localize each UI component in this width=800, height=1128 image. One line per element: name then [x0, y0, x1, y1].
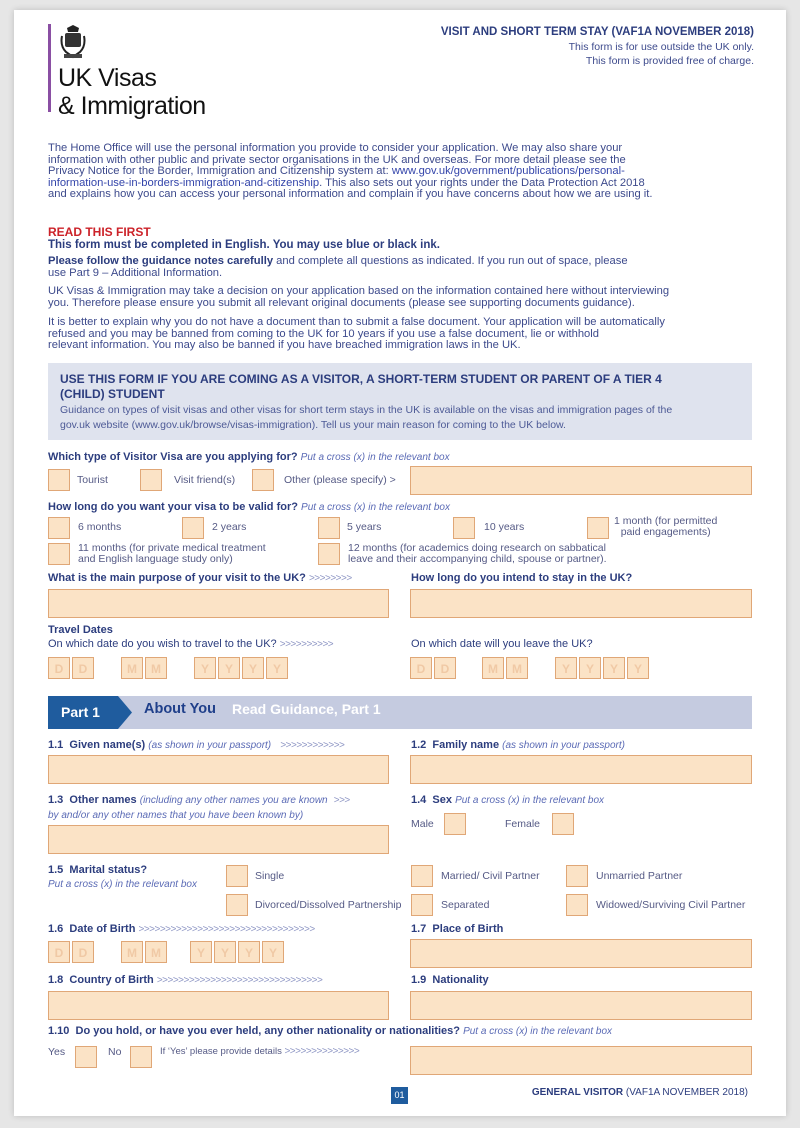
- year-digit[interactable]: Y: [555, 657, 577, 679]
- page-number: 01: [391, 1087, 408, 1104]
- marital-separated-label: Separated: [441, 899, 490, 911]
- form-note-outside-uk: This form is for use outside the UK only.: [568, 41, 754, 53]
- validity-10-years-label: 10 years: [484, 521, 525, 533]
- brand-name-line2: & Immigration: [58, 92, 206, 120]
- year-digit[interactable]: Y: [266, 657, 288, 679]
- year-digit[interactable]: Y: [242, 657, 264, 679]
- place-of-birth-field[interactable]: [410, 939, 752, 968]
- validity-12-months-label: 12 months (for academics doing research on sabbatical leave and their accompanying child, spouse or partner).: [348, 542, 607, 565]
- year-digit[interactable]: Y: [579, 657, 601, 679]
- decision-notice: UK Visas & Immigration may take a decision on your application based on the information contained here without interviewing you. Therefore please ensure you submit all relevant original documents (please see supporting documents guidance).: [48, 285, 670, 309]
- visa-type-tourist-label: Tourist: [77, 474, 108, 486]
- other-nationality-no-label: No: [108, 1046, 122, 1058]
- usage-banner: [48, 363, 752, 440]
- marital-divorced-checkbox[interactable]: [226, 894, 248, 916]
- brand-rule: [48, 24, 51, 112]
- validity-11-months-checkbox[interactable]: [48, 543, 70, 565]
- marital-widowed-label: Widowed/Surviving Civil Partner: [596, 899, 746, 911]
- visa-type-other-label: Other (please specify) >: [284, 474, 396, 486]
- other-nationality-details-field[interactable]: [410, 1046, 752, 1075]
- country-of-birth-label: 1.8 Country of Birth >>>>>>>>>>>>>>>>>>>>>>>>>>>>>>>: [48, 974, 323, 986]
- year-digit[interactable]: Y: [238, 941, 260, 963]
- part1-title: About You: [144, 701, 216, 717]
- form-note-free: This form is provided free of charge.: [585, 55, 754, 67]
- other-nationality-yes-checkbox[interactable]: [75, 1046, 97, 1068]
- year-digit[interactable]: Y: [627, 657, 649, 679]
- nationality-field[interactable]: [410, 991, 752, 1020]
- validity-12-months-checkbox[interactable]: [318, 543, 340, 565]
- intro-line: and explains how you can access your personal information and complain if you have concerns about how we are using it.: [48, 188, 653, 201]
- guidance-instruction: Please follow the guidance notes carefully and complete all questions as indicated. If you run out of space, please use Part 9 – Additional Information.: [48, 255, 628, 279]
- crest-icon: [60, 24, 86, 60]
- sex-label: 1.4 Sex Put a cross (x) in the relevant box: [411, 794, 605, 806]
- sex-male-checkbox[interactable]: [444, 813, 466, 835]
- marital-single-label: Single: [255, 870, 285, 882]
- sex-male-label: Male: [411, 818, 434, 830]
- visa-type-other-checkbox[interactable]: [252, 469, 274, 491]
- form-title: VISIT AND SHORT TERM STAY (VAF1A NOVEMBER 2018): [440, 26, 754, 38]
- privacy-intro: [48, 143, 760, 201]
- year-digit[interactable]: Y: [194, 657, 216, 679]
- place-of-birth-label: 1.7 Place of Birth: [411, 923, 504, 935]
- month-digit[interactable]: M: [145, 941, 167, 963]
- marital-married-checkbox[interactable]: [411, 865, 433, 887]
- validity-1-month-label: 1 month (for permitted paid engagements): [614, 515, 718, 538]
- read-first-heading: READ THIS FIRST: [48, 225, 151, 239]
- purpose-field[interactable]: [48, 589, 389, 618]
- other-names-label: 1.3 Other names (including any other names you are known >>>: [48, 794, 350, 806]
- banner-title-cont: (CHILD) STUDENT: [60, 387, 165, 401]
- intro-line: information-use-in-borders-immigration-and-citizenship. This also sets out your rights under the Data Protection Act 2018: [48, 176, 645, 189]
- visa-type-question: Which type of Visitor Visa are you applying for? Put a cross (x) in the relevant box: [48, 451, 450, 463]
- month-digit[interactable]: M: [506, 657, 528, 679]
- form-page: [14, 10, 786, 1116]
- day-digit[interactable]: D: [434, 657, 456, 679]
- validity-11-months-label: 11 months (for private medical treatment and English language study only): [78, 542, 266, 565]
- marital-single-checkbox[interactable]: [226, 865, 248, 887]
- validity-2-years-checkbox[interactable]: [182, 517, 204, 539]
- leave-date-question: On which date will you leave the UK?: [411, 638, 593, 650]
- year-digit[interactable]: Y: [603, 657, 625, 679]
- marital-status-hint: Put a cross (x) in the relevant box: [48, 879, 197, 890]
- validity-5-years-checkbox[interactable]: [318, 517, 340, 539]
- date-of-birth-label: 1.6 Date of Birth >>>>>>>>>>>>>>>>>>>>>>>>>>>>>>>>>: [48, 923, 315, 935]
- stay-duration-question: How long do you intend to stay in the UK?: [411, 572, 633, 584]
- part1-tab: [48, 696, 132, 729]
- visa-type-friends-checkbox[interactable]: [140, 469, 162, 491]
- other-nationality-no-checkbox[interactable]: [130, 1046, 152, 1068]
- marital-unmarried-checkbox[interactable]: [566, 865, 588, 887]
- year-digit[interactable]: Y: [218, 657, 240, 679]
- other-nationality-yes-label: Yes: [48, 1046, 66, 1058]
- purpose-question: What is the main purpose of your visit to the UK? >>>>>>>>: [48, 572, 352, 584]
- visa-type-tourist-checkbox[interactable]: [48, 469, 70, 491]
- given-names-field[interactable]: [48, 755, 389, 784]
- day-digit[interactable]: D: [48, 657, 70, 679]
- month-digit[interactable]: M: [121, 657, 143, 679]
- validity-question: How long do you want your visa to be valid for? Put a cross (x) in the relevant box: [48, 501, 450, 513]
- other-nationality-details-label: If ‘Yes’ please provide details >>>>>>>>>>>>>>: [160, 1046, 360, 1057]
- marital-separated-checkbox[interactable]: [411, 894, 433, 916]
- intro-line: The Home Office will use the personal information you provide to consider your application. We may also share your: [48, 142, 623, 154]
- day-digit[interactable]: D: [72, 941, 94, 963]
- stay-duration-field[interactable]: [410, 589, 752, 618]
- month-digit[interactable]: M: [121, 941, 143, 963]
- given-names-label: 1.1 Given name(s) (as shown in your passport) >>>>>>>>>>>>: [48, 739, 345, 751]
- validity-10-years-checkbox[interactable]: [453, 517, 475, 539]
- marital-unmarried-label: Unmarried Partner: [596, 870, 683, 882]
- sex-female-label: Female: [505, 818, 541, 830]
- day-digit[interactable]: D: [410, 657, 432, 679]
- banner-text-cont: gov.uk website (www.gov.uk/browse/visas-immigration). Tell us your main reason for coming to the UK below.: [60, 419, 566, 431]
- year-digit[interactable]: Y: [190, 941, 212, 963]
- privacy-link-cont[interactable]: information-use-in-borders-immigration-and-citizenship: [48, 176, 320, 189]
- validity-6-months-label: 6 months: [78, 521, 122, 533]
- validity-6-months-checkbox[interactable]: [48, 517, 70, 539]
- visa-type-other-field[interactable]: [410, 466, 752, 495]
- nationality-label: 1.9 Nationality: [411, 974, 489, 986]
- travel-dates-heading: Travel Dates: [48, 624, 113, 636]
- other-nationality-question: 1.10 Do you hold, or have you ever held, any other nationality or nationalities? Put a cross (x) in the relevant box: [48, 1025, 613, 1037]
- privacy-link[interactable]: www.gov.uk/government/publications/personal-: [391, 165, 625, 178]
- marital-widowed-checkbox[interactable]: [566, 894, 588, 916]
- false-document-warning: It is better to explain why you do not have a document than to submit a false document. Your application will be automatically refused and you may be banned from coming to the UK for 10 years if you use a false document, lie or withhold relevant information. You may also be banned if you have breached immigration laws in the UK.: [48, 316, 665, 352]
- month-digit[interactable]: M: [145, 657, 167, 679]
- day-digit[interactable]: D: [72, 657, 94, 679]
- brand-name-line1: UK Visas: [58, 64, 157, 92]
- ink-instruction: This form must be completed in English. You may use blue or black ink.: [48, 239, 440, 251]
- visa-type-friends-label: Visit friend(s): [174, 474, 236, 486]
- country-of-birth-field[interactable]: [48, 991, 389, 1020]
- part1-guidance: Read Guidance, Part 1: [232, 701, 381, 717]
- marital-married-label: Married/ Civil Partner: [441, 870, 540, 882]
- other-names-field[interactable]: [48, 825, 389, 854]
- validity-1-month-checkbox[interactable]: [587, 517, 609, 539]
- family-name-field[interactable]: [410, 755, 752, 784]
- banner-title: USE THIS FORM IF YOU ARE COMING AS A VISITOR, A SHORT-TERM STUDENT OR PARENT OF A TIER 4: [60, 372, 662, 386]
- month-digit[interactable]: M: [482, 657, 504, 679]
- part1-tab-label: Part 1: [61, 704, 100, 720]
- intro-line: information with other public and private sector organisations in the UK and overseas. For more detail please see the: [48, 153, 626, 166]
- day-digit[interactable]: D: [48, 941, 70, 963]
- intro-line: Privacy Notice for the Border, Immigration and Citizenship system at: www.gov.uk/government/publications/personal-: [48, 165, 625, 178]
- footer-title: GENERAL VISITOR (VAF1A NOVEMBER 2018): [531, 1087, 748, 1098]
- banner-text: Guidance on types of visit visas and other visas for short term stays in the UK is available on the visas and immigration pages of the: [60, 404, 673, 416]
- family-name-label: 1.2 Family name (as shown in your passport): [411, 739, 625, 751]
- sex-female-checkbox[interactable]: [552, 813, 574, 835]
- year-digit[interactable]: Y: [262, 941, 284, 963]
- validity-5-years-label: 5 years: [347, 521, 382, 533]
- year-digit[interactable]: Y: [214, 941, 236, 963]
- marital-status-label: 1.5 Marital status?: [48, 864, 148, 876]
- other-names-hint: by and/or any other names that you have been known by): [48, 810, 304, 821]
- marital-divorced-label: Divorced/Dissolved Partnership: [255, 899, 402, 911]
- validity-2-years-label: 2 years: [212, 521, 247, 533]
- travel-date-question: On which date do you wish to travel to the UK? >>>>>>>>>>: [48, 638, 334, 650]
